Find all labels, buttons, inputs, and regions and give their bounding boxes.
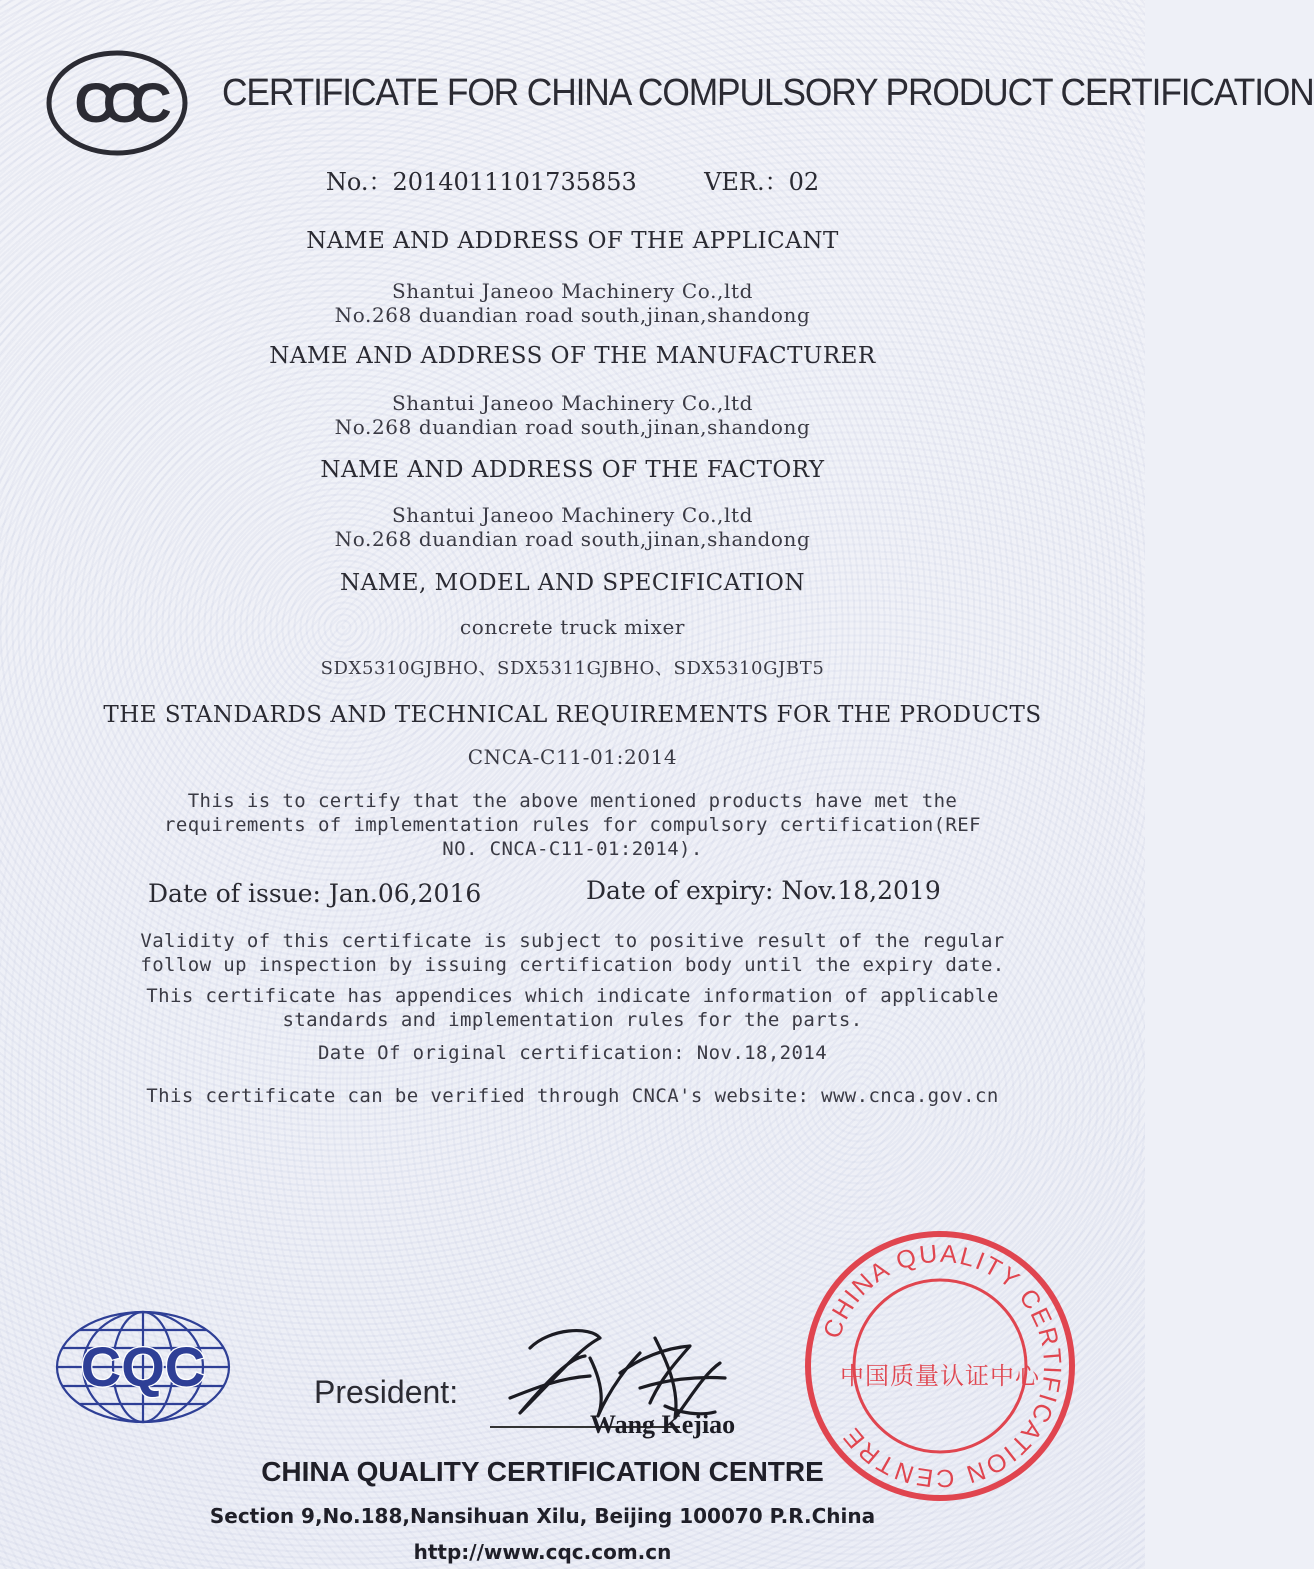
applicant-address: No.268 duandian road south,jinan,shandong <box>334 303 811 327</box>
certificate-version: VER.：02 <box>704 168 820 196</box>
validity-line-2: follow up inspection by issuing certification body until the expiry date. <box>140 954 1005 976</box>
certificate-title: CERTIFICATE FOR CHINA COMPULSORY PRODUCT CERTIFICATION <box>222 72 1314 114</box>
seal-inner-text: 中国质量认证中心 <box>840 1362 1040 1390</box>
cqc-logo-text: CQC <box>80 1335 206 1398</box>
product-heading: NAME, MODEL AND SPECIFICATION <box>339 570 805 596</box>
organization-name: CHINA QUALITY CERTIFICATION CENTRE <box>261 1456 824 1487</box>
ccc-logo <box>44 48 190 158</box>
date-of-expiry: Date of expiry: Nov.18,2019 <box>586 876 941 905</box>
factory-address: No.268 duandian road south,jinan,shandong <box>334 527 811 551</box>
certificate-number-row <box>0 162 1145 197</box>
organization-address: Section 9,No.188,Nansihuan Xilu, Beijing 100070 P.R.China <box>209 1504 876 1528</box>
manufacturer-heading: NAME AND ADDRESS OF THE MANUFACTURER <box>269 343 876 369</box>
president-label: President: <box>314 1374 459 1410</box>
certificate-number: No.：2014011101735853 <box>325 168 637 196</box>
validity-line-1: Validity of this certificate is subject to positive result of the regular <box>140 930 1005 952</box>
organization-url[interactable]: http://www.cqc.com.cn <box>413 1540 672 1564</box>
standards-heading: THE STANDARDS AND TECHNICAL REQUIREMENTS FOR THE PRODUCTS <box>103 702 1042 728</box>
date-of-issue: Date of issue: Jan.06,2016 <box>148 879 482 908</box>
factory-name: Shantui Janeoo Machinery Co.,ltd <box>391 503 754 527</box>
product-name: concrete truck mixer <box>459 615 686 639</box>
manufacturer-address: No.268 duandian road south,jinan,shandong <box>334 415 811 439</box>
signer-name: Wang Kejiao <box>590 1410 736 1439</box>
ccc-logo-text: CCC <box>74 71 160 134</box>
cqc-globe-logo <box>52 1308 234 1426</box>
certify-line-2: requirements of implementation rules for compulsory certification(REF <box>164 814 981 836</box>
standards-value: CNCA-C11-01:2014 <box>467 745 678 769</box>
certify-line-1: This is to certify that the above mentioned products have met the <box>187 790 958 812</box>
appendix-line-2: standards and implementation rules for the parts. <box>282 1009 863 1031</box>
certify-line-3: NO. CNCA-C11-01:2014). <box>442 838 703 860</box>
applicant-name: Shantui Janeoo Machinery Co.,ltd <box>391 279 754 303</box>
product-models: SDX5310GJBHO、SDX5311GJBHO、SDX5310GJBT5 <box>320 658 825 679</box>
manufacturer-name: Shantui Janeoo Machinery Co.,ltd <box>391 391 754 415</box>
applicant-heading: NAME AND ADDRESS OF THE APPLICANT <box>306 228 839 254</box>
appendix-line-1: This certificate has appendices which indicate information of applicable <box>146 985 999 1007</box>
factory-heading: NAME AND ADDRESS OF THE FACTORY <box>320 457 825 483</box>
original-certification-date: Date Of original certification: Nov.18,2014 <box>317 1042 828 1064</box>
seal-outer-text: CHINA QUALITY CERTIFICATION CENTRE <box>818 1239 1067 1493</box>
verify-website-text: This certificate can be verified through CNCA's website: www.cnca.gov.cn <box>146 1085 999 1107</box>
